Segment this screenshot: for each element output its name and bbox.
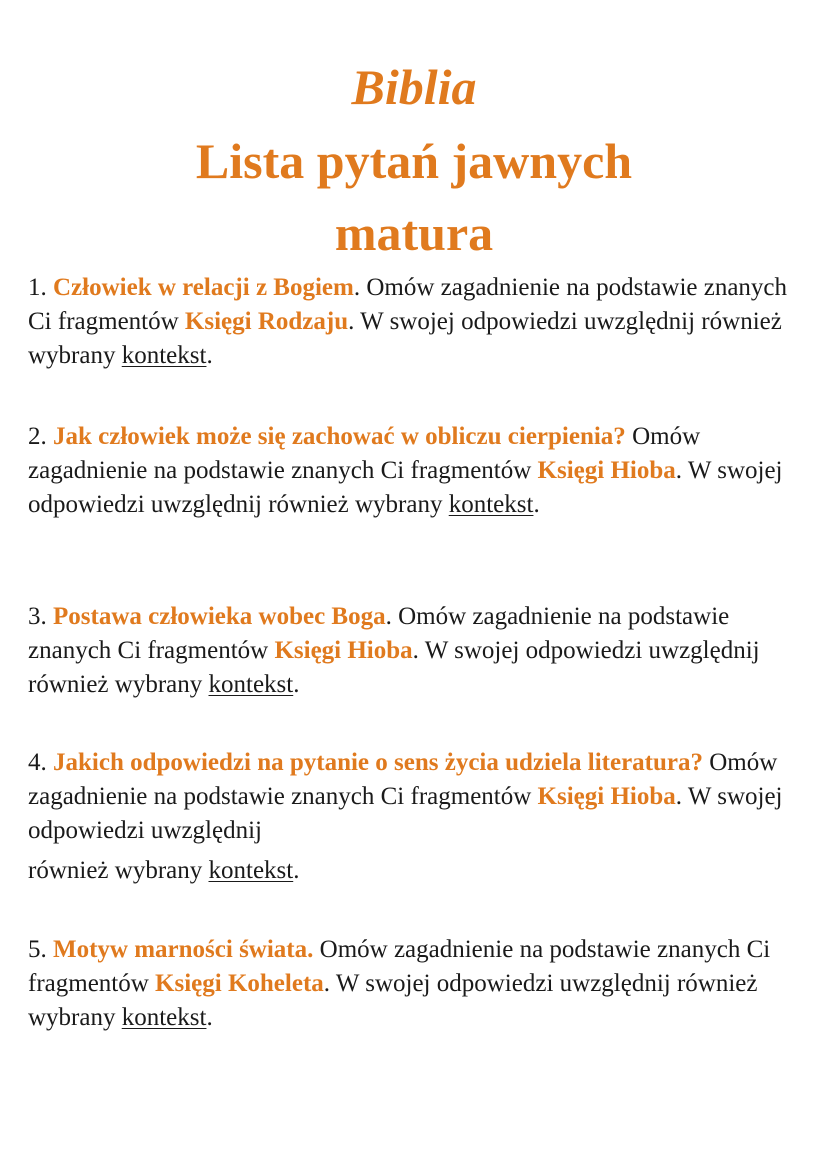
context-word: kontekst	[208, 671, 294, 698]
question-topic: Postawa człowieka wobec Boga	[53, 603, 386, 630]
question-topic: Człowiek w relacji z Bogiem	[53, 274, 354, 301]
book-name: Księgi Koheleta	[155, 970, 324, 997]
question-5	[28, 933, 808, 1035]
question-end: .	[293, 857, 300, 884]
question-topic: Jakich odpowiedzi na pytanie o sens życia udziela literatura?	[53, 749, 703, 776]
book-name: Księgi Hioba	[274, 637, 413, 664]
question-number: 2.	[28, 423, 47, 450]
question-2	[28, 420, 808, 522]
context-word: kontekst	[121, 342, 207, 369]
question-number: 5.	[28, 936, 47, 963]
question-text: . W swojej odpowiedzi uwzględnij również wybrany	[28, 308, 782, 369]
context-word: kontekst	[208, 857, 294, 884]
title-line-1: Biblia	[351, 59, 477, 115]
book-name: Księgi Hioba	[537, 457, 676, 484]
question-end: .	[293, 671, 300, 698]
question-topic: Motyw marności świata.	[53, 936, 314, 963]
book-name: Księgi Hioba	[537, 783, 676, 810]
question-text: Omów zagadnienie na podstawie znanych Ci fragmentów	[28, 936, 771, 997]
question-text: . W swojej odpowiedzi uwzględnij również wybrany	[28, 457, 783, 518]
question-text: . W swojej odpowiedzi uwzględnij również wybrany	[28, 970, 758, 1031]
context-word: kontekst	[121, 1004, 207, 1031]
question-end: .	[533, 491, 540, 518]
question-number: 3.	[28, 603, 47, 630]
question-end: .	[206, 1004, 213, 1031]
question-end: .	[206, 342, 213, 369]
question-text: . Omów zagadnienie na podstawie znanych Ci fragmentów	[28, 274, 788, 335]
question-topic: Jak człowiek może się zachować w obliczu cierpienia?	[53, 423, 626, 450]
question-4	[28, 746, 808, 888]
question-text: . W swojej odpowiedzi uwzględnij również wybrany	[28, 637, 760, 698]
question-number: 4.	[28, 749, 47, 776]
title-line-3: matura	[334, 205, 494, 261]
context-word: kontekst	[448, 491, 534, 518]
question-text: Omów zagadnienie na podstawie znanych Ci fragmentów	[28, 749, 778, 810]
title-line-2: Lista pytań jawnych	[195, 133, 633, 189]
question-text: . W swojej odpowiedzi uwzględnij	[28, 783, 783, 844]
question-last-line	[28, 854, 299, 888]
question-text: . Omów zagadnienie na podstawie znanych Ci fragmentów	[28, 603, 730, 664]
question-1	[28, 271, 808, 373]
question-text: również wybrany	[28, 857, 209, 884]
question-3	[28, 600, 808, 702]
book-name: Księgi Rodzaju	[184, 308, 349, 335]
question-text: Omów zagadnienie na podstawie znanych Ci fragmentów	[28, 423, 701, 484]
question-number: 1.	[28, 274, 47, 301]
